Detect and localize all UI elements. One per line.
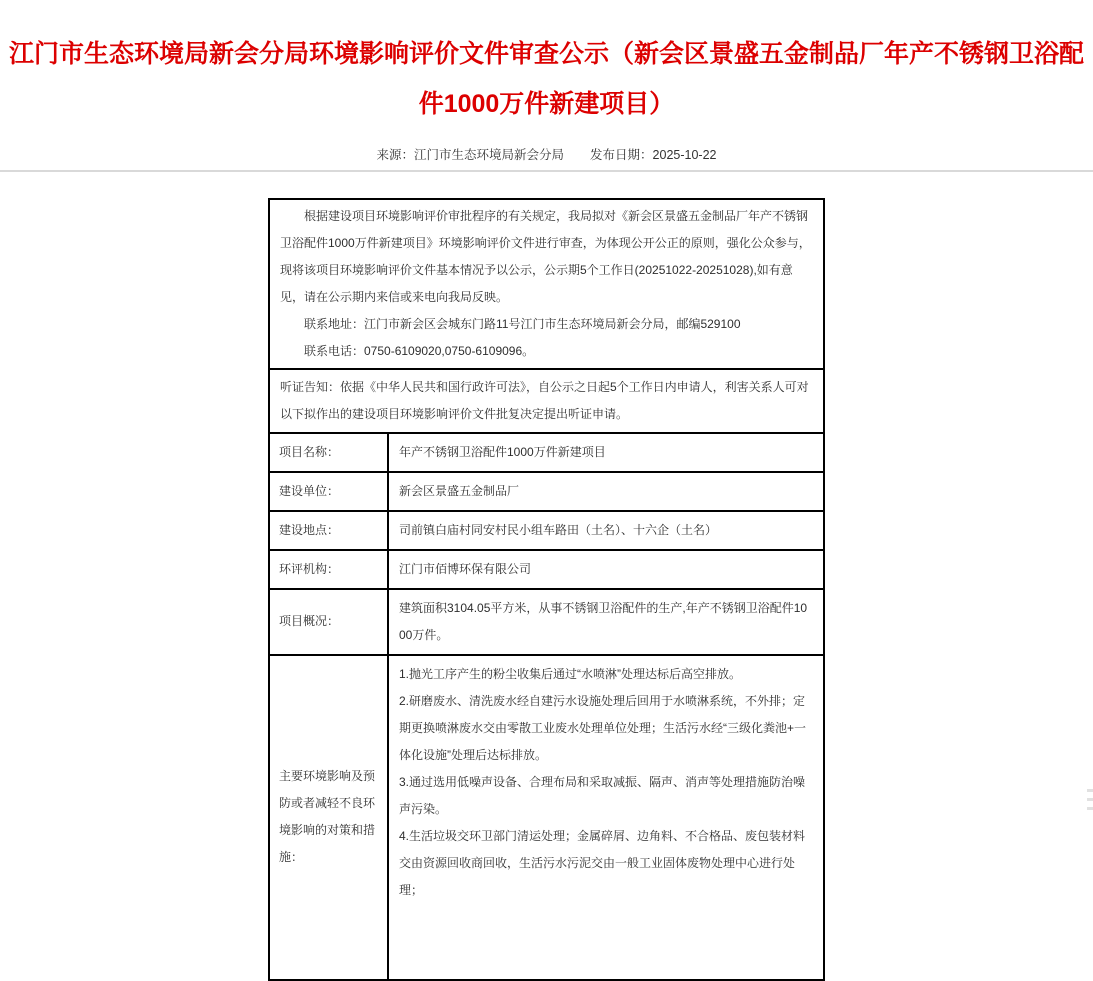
field-value-project-name: 年产不锈钢卫浴配件1000万件新建项目 [388, 433, 824, 472]
article-meta [0, 146, 1093, 164]
measures-label: 主要环境影响及预防或者减轻不良环境影响的对策和措施： [269, 655, 388, 980]
publish-date-value: 2025-10-22 [652, 147, 717, 162]
field-row-project-overview [269, 589, 824, 655]
measures-item-1: 1.抛光工序产生的粉尘收集后通过“水喷淋”处理达标后高空排放。 [399, 666, 742, 681]
measures-item-2: 2.研磨废水、清洗废水经自建污水设施处理后回用于水喷淋系统，不外排；定期更换喷淋废水交由零散工业废水处理单位处理；生活污水经“三级化粪池+一体化设施”处理后达标排放。 [399, 693, 807, 762]
field-label-project-name: 项目名称： [269, 433, 388, 472]
field-value-construction-site: 司前镇白庙村同安村民小组车路田（土名）、十六企（土名） [388, 511, 824, 550]
field-row-construction-unit [269, 472, 824, 511]
field-row-eia-agency [269, 550, 824, 589]
contact-phone: 联系电话：0750-6109020,0750-6109096。 [304, 343, 535, 358]
notice-table [268, 198, 825, 981]
hearing-cell [269, 369, 824, 433]
page-title: 江门市生态环境局新会分局环境影响评价文件审查公示（新会区景盛五金制品厂年产不锈钢卫浴配件1000万件新建项目） [8, 39, 1084, 118]
field-label-construction-site: 建设地点： [269, 511, 388, 550]
contact-address: 联系地址：江门市新会区会城东门路11号江门市生态环境局新会分局，邮编529100 [304, 316, 741, 331]
field-row-project-name [269, 433, 824, 472]
field-value-construction-unit: 新会区景盛五金制品厂 [388, 472, 824, 511]
field-value-project-overview: 建筑面积3104.05平方米，从事不锈钢卫浴配件的生产,年产不锈钢卫浴配件1000万件。 [388, 589, 824, 655]
edge-artifact [1086, 783, 1093, 841]
source-label: 来源： [376, 147, 415, 162]
source-value: 江门市生态环境局新会分局 [414, 147, 565, 162]
intro-paragraph: 根据建设项目环境影响评价审批程序的有关规定，我局拟对《新会区景盛五金制品厂年产不锈钢卫浴配件1000万件新建项目》环境影响评价文件进行审查，为体现公开公正的原则，强化公众参与，现将该项目环境影响评价文件基本情况予以公示，公示期5个工作日(20251022-20251028),如有意见，请在公示期内来信或来电向我局反映。 [280, 208, 811, 304]
field-label-project-overview: 项目概况： [269, 589, 388, 655]
field-label-construction-unit: 建设单位： [269, 472, 388, 511]
measures-item-3: 3.通过选用低噪声设备、合理布局和采取减振、隔声、消声等处理措施防治噪声污染。 [399, 774, 806, 816]
hearing-row [269, 369, 824, 433]
publish-date-label: 发布日期： [590, 147, 653, 162]
field-value-eia-agency: 江门市佰博环保有限公司 [388, 550, 824, 589]
header-divider [0, 170, 1093, 172]
field-row-construction-site [269, 511, 824, 550]
intro-row [269, 199, 824, 369]
measures-row [269, 655, 824, 980]
measures-value [388, 655, 824, 980]
measures-item-4: 4.生活垃圾交环卫部门清运处理；金属碎屑、边角料、不合格品、废包装材料交由资源回收商回收，生活污水污泥交由一般工业固体废物处理中心进行处理； [399, 828, 806, 897]
intro-cell [269, 199, 824, 369]
field-label-eia-agency: 环评机构： [269, 550, 388, 589]
hearing-notice: 听证告知：依据《中华人民共和国行政许可法》，自公示之日起5个工作日内申请人，利害关系人可对以下拟作出的建设项目环境影响评价文件批复决定提出听证申请。 [280, 379, 809, 421]
